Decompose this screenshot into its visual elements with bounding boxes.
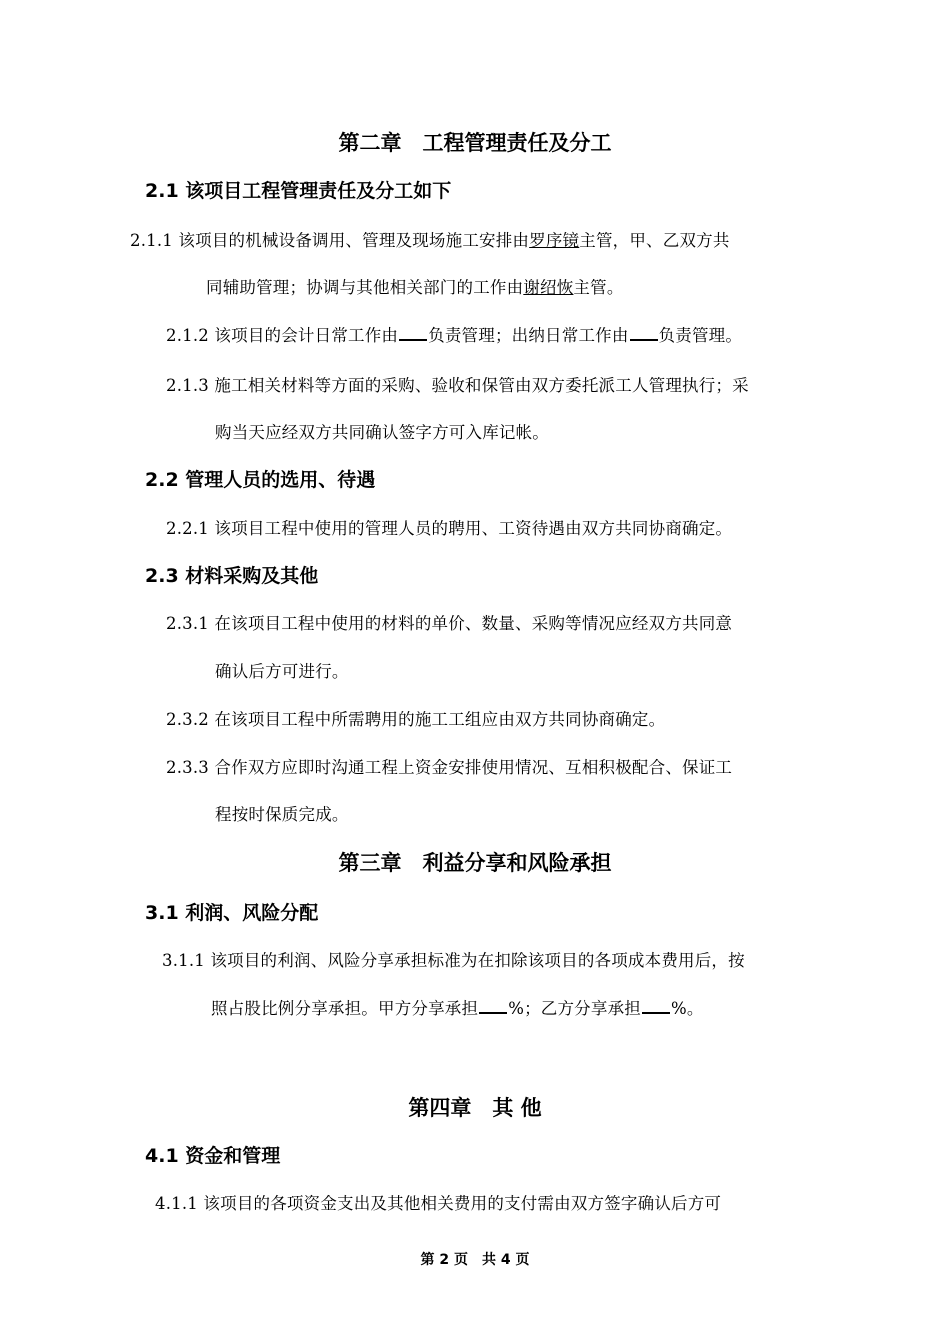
page-footer: 第 2 页 共 4 页 <box>420 1252 530 1268</box>
clause-4-1-1-line1: 4.1.1 该项目的各项资金支出及其他相关费用的支付需由双方签字确认后方可 <box>155 1194 722 1213</box>
clause-2-3-2: 2.3.2 在该项目工程中所需聘用的施工工组应由双方共同协商确定。 <box>166 710 666 729</box>
chapter-4-title: 第四章 其 他 <box>408 1096 542 1120</box>
accountant-blank <box>399 325 427 341</box>
clause-2-1-2-prefix: 2.1.2 该项目的会计日常工作由 <box>166 326 399 345</box>
chapter-3-title: 第三章 利益分享和风险承担 <box>338 851 612 875</box>
clause-2-1-1-line2-prefix: 同辅助管理；协调与其他相关部门的工作由 <box>206 278 524 297</box>
clause-2-3-1-line2: 确认后方可进行。 <box>215 662 349 681</box>
manager-name-2: 谢绍恢 <box>523 278 574 297</box>
section-2-2-title: 2.2 管理人员的选用、待遇 <box>145 469 376 491</box>
section-2-3-title: 2.3 材料采购及其他 <box>145 565 319 587</box>
clause-2-1-1-line1 <box>130 227 730 251</box>
clause-2-1-1-line2 <box>206 274 624 298</box>
clause-2-3-3-line2: 程按时保质完成。 <box>215 805 349 824</box>
clause-2-1-1-prefix: 2.1.1 该项目的机械设备调用、管理及现场施工安排由 <box>130 231 530 250</box>
clause-2-1-2 <box>166 322 742 346</box>
section-2-1-title: 2.1 该项目工程管理责任及分工如下 <box>145 180 452 202</box>
clause-2-3-3-line1: 2.3.3 合作双方应即时沟通工程上资金安排使用情况、互相积极配合、保证工 <box>166 758 733 777</box>
cashier-blank <box>630 325 658 341</box>
chapter-2-title: 第二章 工程管理责任及分工 <box>338 131 612 155</box>
party-a-share-blank <box>479 998 507 1014</box>
clause-3-1-1-line2-suffix: %。 <box>670 999 704 1018</box>
section-4-1-title: 4.1 资金和管理 <box>145 1145 281 1167</box>
clause-2-1-2-mid: 负责管理；出纳日常工作由 <box>428 326 629 345</box>
clause-2-3-1-line1: 2.3.1 在该项目工程中使用的材料的单价、数量、采购等情况应经双方共同意 <box>166 614 733 633</box>
clause-2-1-1-line2-suffix: 主管。 <box>573 278 624 297</box>
clause-2-1-3-line1: 2.1.3 施工相关材料等方面的采购、验收和保管由双方委托派工人管理执行；采 <box>166 376 749 395</box>
party-b-share-blank <box>642 998 670 1014</box>
section-3-1-title: 3.1 利润、风险分配 <box>145 902 319 924</box>
clause-3-1-1-line1: 3.1.1 该项目的利润、风险分享承担标准为在扣除该项目的各项成本费用后，按 <box>162 951 745 970</box>
clause-3-1-1-line2-prefix: 照占股比例分享承担。甲方分享承担 <box>211 999 479 1018</box>
clause-2-1-3-line2: 购当天应经双方共同确认签字方可入库记帐。 <box>215 423 549 442</box>
manager-name-1: 罗序镜 <box>529 231 580 250</box>
clause-2-1-1-mid: 主管，甲、乙双方共 <box>579 231 730 250</box>
clause-2-2-1: 2.2.1 该项目工程中使用的管理人员的聘用、工资待遇由双方共同协商确定。 <box>166 519 733 538</box>
clause-3-1-1-line2-mid: %；乙方分享承担 <box>508 999 641 1018</box>
clause-3-1-1-line2 <box>211 995 704 1019</box>
clause-2-1-2-suffix: 负责管理。 <box>658 326 743 345</box>
